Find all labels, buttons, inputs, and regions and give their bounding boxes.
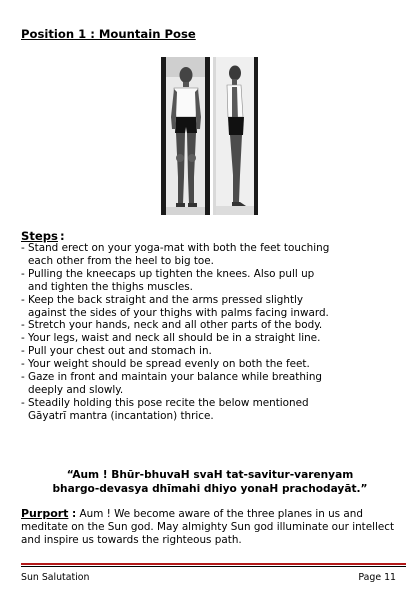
list-item [21,345,329,358]
steps-heading-colon: : [60,229,65,243]
list-item [21,268,329,294]
step-continuation: each other from the heel to big toe. [28,254,214,267]
step-line: - Your legs, waist and neck all should be in a straight line. [21,332,321,345]
page-title: Position 1 : Mountain Pose [21,27,196,41]
purport-colon: : [68,508,77,520]
person-side-view-icon [213,57,258,215]
step-line: - Your weight should be spread evenly on both the feet. [21,358,310,371]
list-item [21,319,329,332]
list-item [21,294,329,320]
footer-rule-black [21,566,406,567]
gayatri-mantra [0,468,420,496]
purport-text: Aum ! We become aware of the three planes in us and meditate on the Sun god. May almighty Sun god illuminate our intellect and inspire us towards the righteous path. [21,508,395,546]
list-item [21,358,329,371]
purport-label: Purport [21,507,69,520]
step-continuation: deeply and slowly. [28,383,124,396]
step-line: - Keep the back straight and the arms pressed slightly [21,293,304,306]
step-continuation: and tighten the thighs muscles. [28,280,193,293]
footer-page-number: Page 11 [358,572,396,583]
step-continuation: against the sides of your thighs with palms facing inward. [28,306,329,319]
pose-photos [161,57,258,215]
list-item [21,371,329,397]
steps-list [21,242,329,423]
list-item [21,242,329,268]
list-item [21,397,329,423]
step-line: - Stretch your hands, neck and all other parts of the body. [21,319,323,332]
step-line: - Steadily holding this pose recite the below mentioned [21,396,309,409]
mantra-line-1: “Aum ! Bhūr-bhuvaH svaH tat-savitur-varenyam [66,469,354,481]
person-front-view-icon [161,57,210,215]
steps-heading: Steps [21,229,58,243]
footer-rule-red [21,563,406,565]
step-line: - Pulling the kneecaps up tighten the knees. Also pull up [21,267,315,280]
list-item [21,332,329,345]
mantra-line-2: bhargo-devasya dhīmahi dhiyo yonaH prachodayāt.” [52,483,368,495]
step-line: - Pull your chest out and stomach in. [21,345,212,358]
footer-book-title: Sun Salutation [21,572,90,583]
step-line: - Stand erect on your yoga-mat with both the feet touching [21,242,330,254]
purport-paragraph [21,508,406,546]
step-continuation: Gāyatrī mantra (incantation) thrice. [28,409,214,422]
step-line: - Gaze in front and maintain your balance while breathing [21,371,323,384]
